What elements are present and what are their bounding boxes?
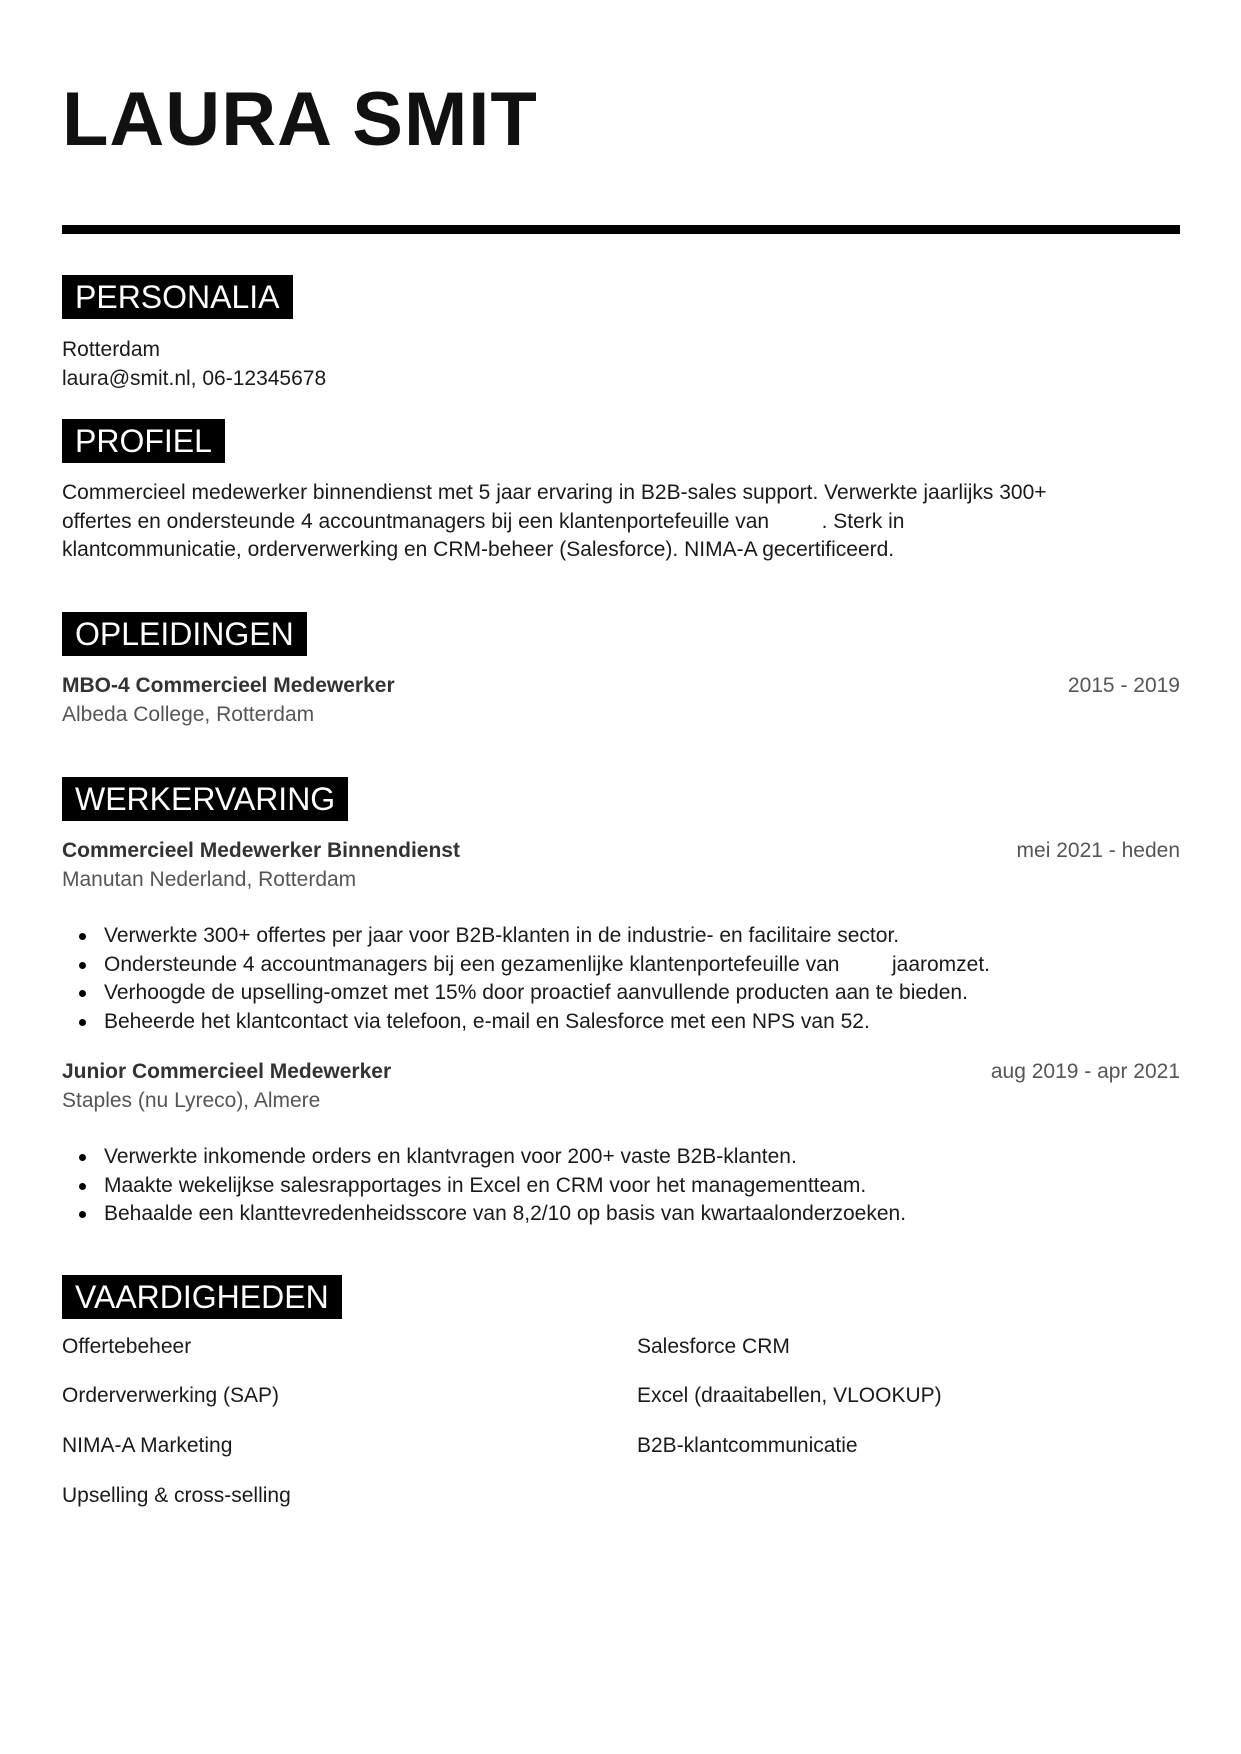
personal-contact: laura@smit.nl, 06-12345678: [62, 366, 327, 390]
job-title: Junior Commercieel Medewerker: [62, 1060, 392, 1083]
job-dates: mei 2021 - heden: [1016, 839, 1180, 862]
skill-item: Orderverwerking (SAP): [62, 1384, 280, 1407]
section-heading-opleidingen: OPLEIDINGEN: [62, 612, 307, 656]
section-personalia: [62, 275, 326, 393]
list-item: Maakte wekelijkse salesrapportages in Excel en CRM voor het managementteam.: [62, 1172, 1180, 1201]
job-achievements: [62, 922, 1180, 1036]
skill-item: NIMA-A Marketing: [62, 1434, 233, 1457]
profile-summary: [62, 479, 1172, 565]
skills-grid: [62, 1333, 1180, 1533]
section-profiel: [62, 419, 1172, 565]
profile-line: klantcommunicatie, orderverwerking en CRM-beheer (Salesforce). NIMA-A gecertificeerd.: [62, 538, 895, 561]
skill-item: Upselling & cross-selling: [62, 1484, 291, 1507]
skill-item: B2B-klantcommunicatie: [637, 1434, 858, 1457]
job-header: [62, 837, 1180, 866]
job-employer: Staples (nu Lyreco), Almere: [62, 1088, 321, 1112]
job-dates: aug 2019 - apr 2021: [990, 1060, 1180, 1083]
list-item: Beheerde het klantcontact via telefoon, e-mail en Salesforce met een NPS van 52.: [62, 1008, 1180, 1037]
section-heading-personalia: PERSONALIA: [62, 275, 293, 319]
job-achievements: [62, 1143, 1180, 1229]
list-item: Verwerkte 300+ offertes per jaar voor B2B-klanten in de industrie- en facilitaire sector.: [62, 922, 1180, 951]
list-item: Verhoogde de upselling-omzet met 15% door proactief aanvullende producten aan te bieden.: [62, 979, 1180, 1008]
profile-line: offertes en ondersteunde 4 accountmanagers bij een klantenportefeuille van . Sterk in: [62, 509, 905, 533]
skill-item: Offertebeheer: [62, 1335, 192, 1358]
section-heading-profiel: PROFIEL: [62, 419, 225, 463]
personal-city: Rotterdam: [62, 338, 161, 361]
section-opleidingen: [62, 612, 1180, 729]
section-heading-vaardigheden: VAARDIGHEDEN: [62, 1275, 342, 1319]
education-title: MBO-4 Commercieel Medewerker: [62, 674, 395, 697]
list-item: Ondersteunde 4 accountmanagers bij een gezamenlijke klantenportefeuille van jaaromzet.: [62, 951, 1180, 980]
section-werkervaring: [62, 777, 1180, 1229]
job-header: [62, 1058, 1180, 1087]
job-entry: [62, 1058, 1180, 1229]
candidate-name: LAURA SMIT: [62, 77, 538, 162]
section-heading-werkervaring: WERKERVARING: [62, 777, 348, 821]
skill-item: Excel (draaitabellen, VLOOKUP): [637, 1384, 942, 1407]
section-vaardigheden: [62, 1275, 1180, 1533]
education-dates: 2015 - 2019: [1067, 674, 1180, 697]
job-entry: [62, 837, 1180, 1036]
job-title: Commercieel Medewerker Binnendienst: [62, 839, 460, 862]
education-entry: [62, 672, 1180, 701]
list-item: Verwerkte inkomende orders en klantvragen voor 200+ vaste B2B-klanten.: [62, 1143, 1180, 1172]
job-employer: Manutan Nederland, Rotterdam: [62, 867, 357, 891]
education-school: Albeda College, Rotterdam: [62, 702, 315, 726]
profile-line: Commercieel medewerker binnendienst met 5 jaar ervaring in B2B-sales support. Verwerkte jaarlijks 300+: [62, 481, 1047, 504]
skill-item: Salesforce CRM: [637, 1335, 790, 1358]
list-item: Behaalde een klanttevredenheidsscore van 8,2/10 op basis van kwartaalonderzoeken.: [62, 1200, 1180, 1229]
header-divider: [62, 225, 1180, 234]
